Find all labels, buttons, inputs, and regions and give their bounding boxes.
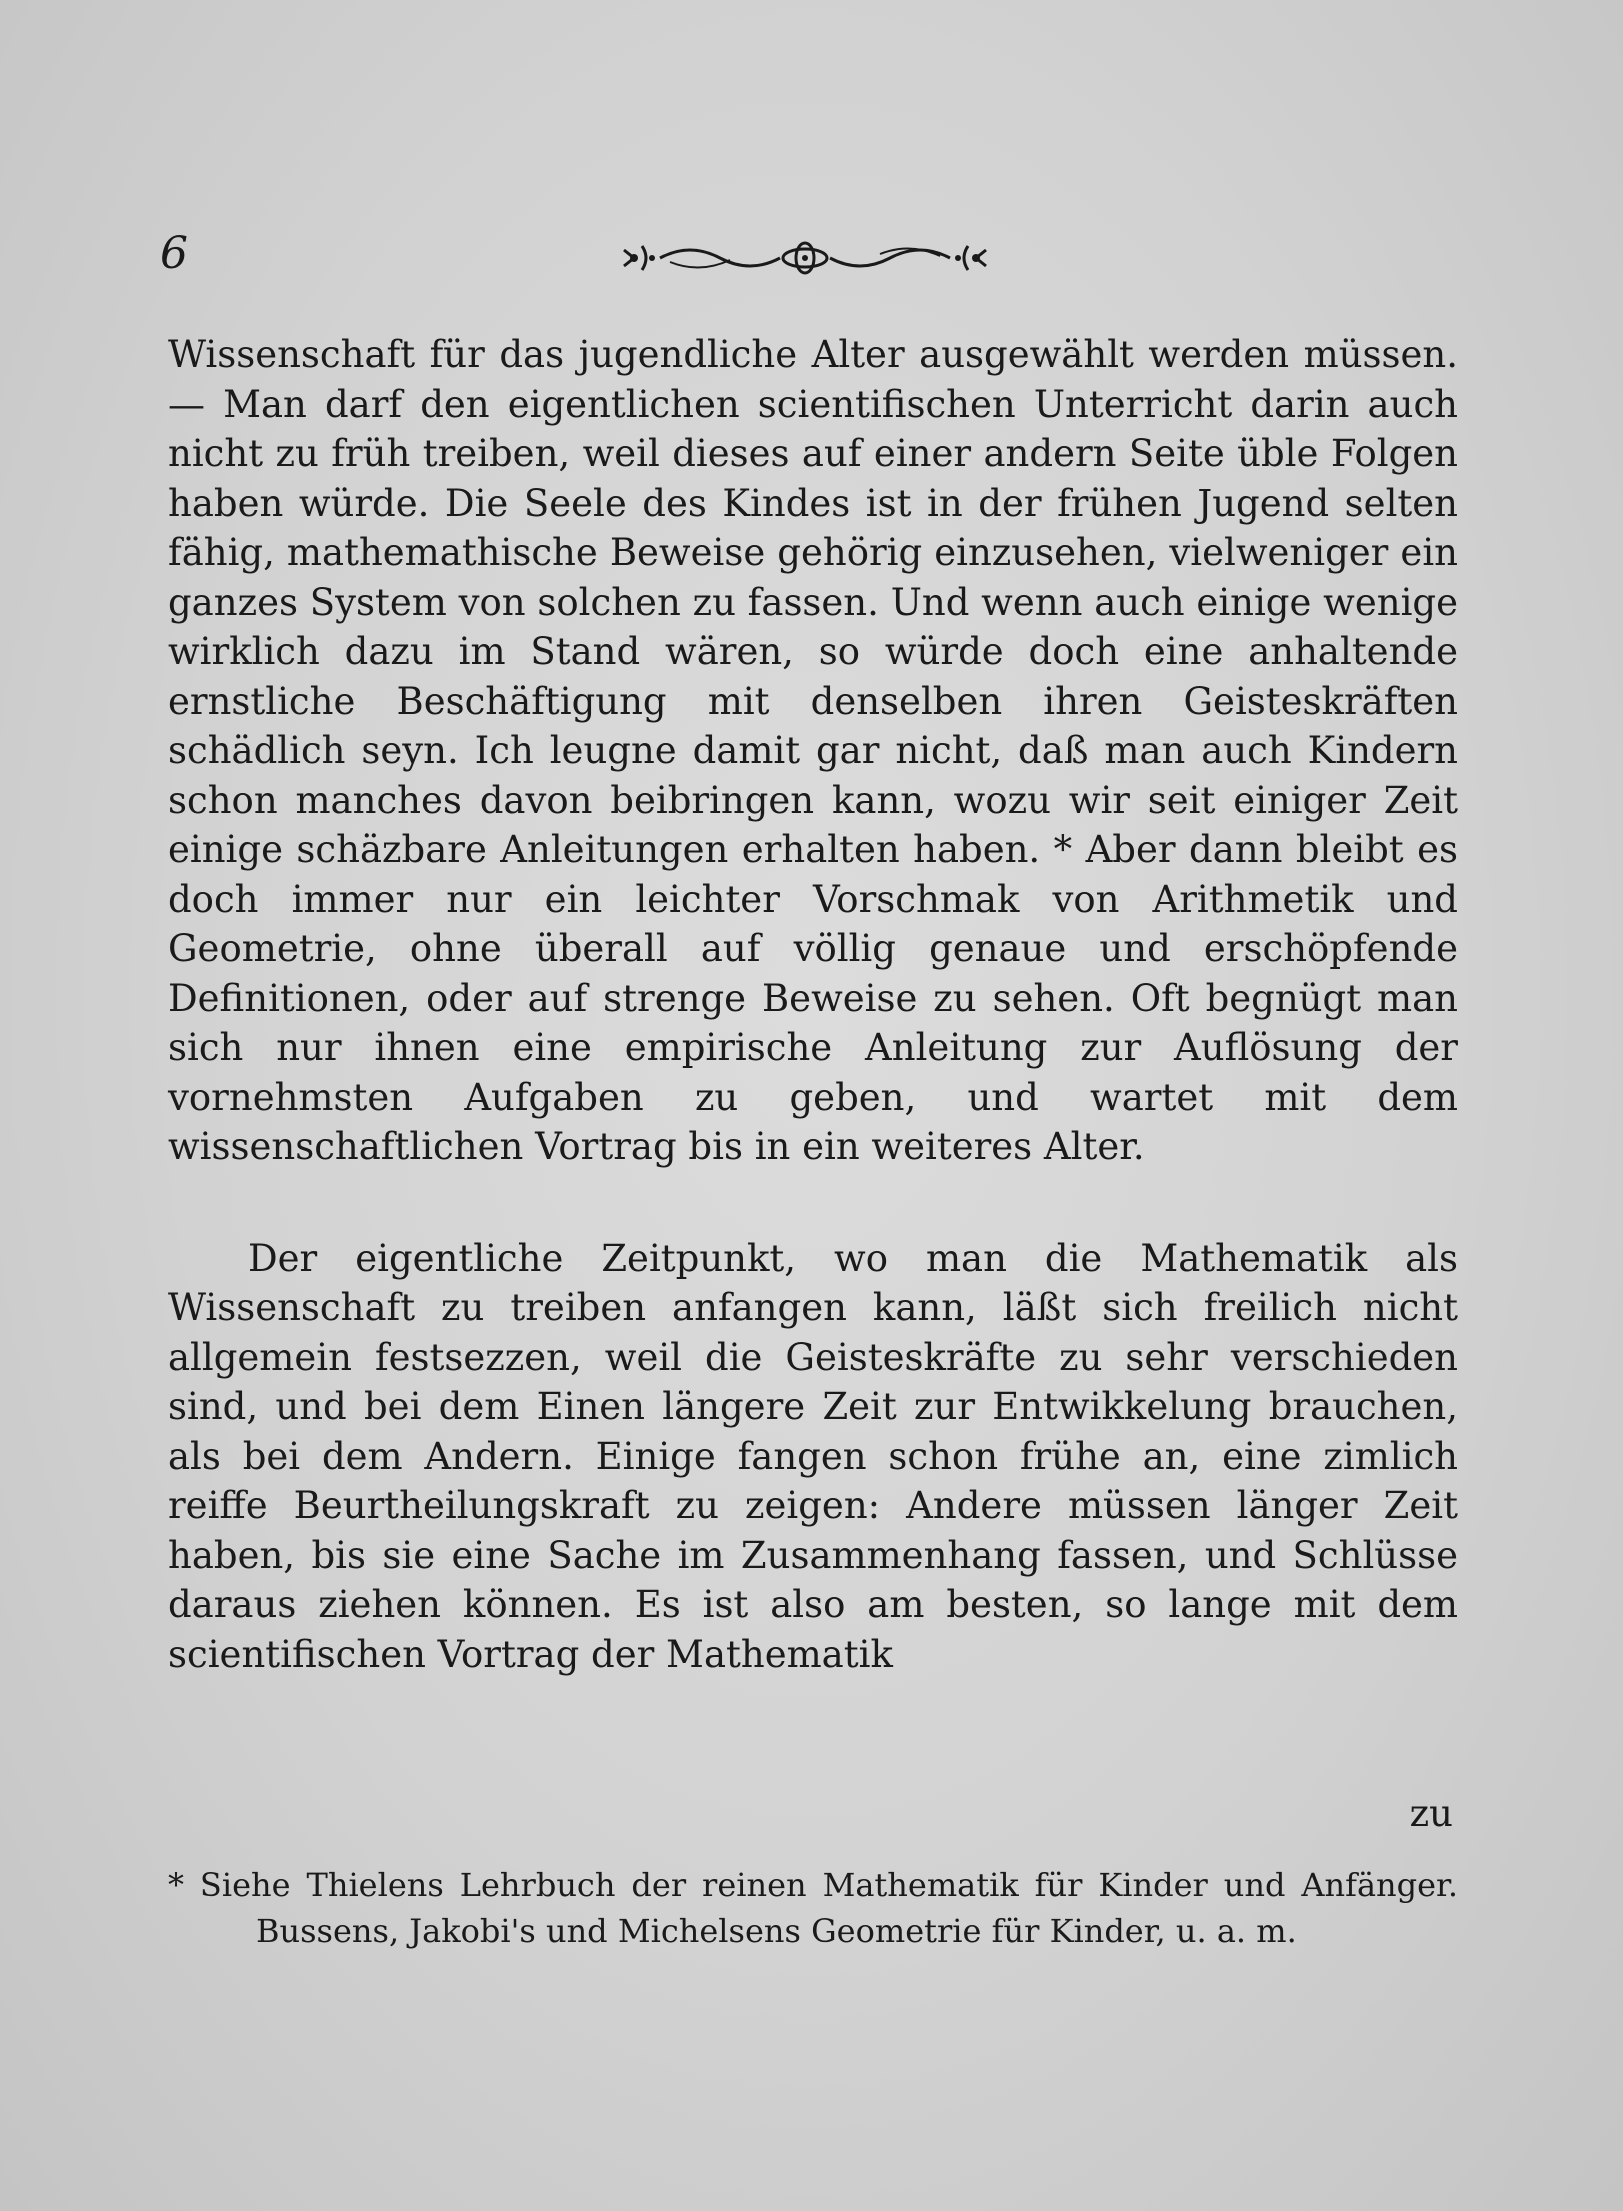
- main-text: [168, 330, 1458, 1679]
- decorative-ornament-icon: [620, 228, 990, 288]
- footnote: [168, 1862, 1458, 1954]
- catchword: zu: [1409, 1792, 1453, 1835]
- paragraph: Wissenschaft für das jugendliche Alter ausgewählt werden müssen. — Man darf den eigentlichen scientifischen Unterricht darin auch nicht zu früh treiben, weil dieses auf einer andern Seite üble Folgen haben würde. Die Seele des Kindes ist in der frühen Jugend selten fähig, mathemathische Beweise gehörig einzusehen, vielweniger ein ganzes System von solchen zu fassen. Und wenn auch einige wenige wirklich dazu im Stand wären, so würde doch eine anhaltende ernstliche Beschäftigung mit denselben ihren Geisteskräften schädlich seyn. Ich leugne damit gar nicht, daß man auch Kindern schon manches davon beibringen kann, wozu wir seit einiger Zeit einige schäzbare Anleitungen erhalten haben. * Aber dann bleibt es doch immer nur ein leichter Vorschmak von Arithmetik und Geometrie, ohne überall auf völlig genaue und erschöpfende Definitionen, oder auf strenge Beweise zu sehen. Oft begnügt man sich nur ihnen eine empirische Anleitung zur Auflösung der vornehmsten Aufgaben zu geben, und wartet mit dem wissenschaftlichen Vortrag bis in ein weiteres Alter.: [168, 333, 1458, 1168]
- page-number: 6: [160, 228, 188, 279]
- footnote-text: * Siehe Thielens Lehrbuch der reinen Mathematik für Kinder und Anfänger. Bussens, Jakobi's und Michelsens Geometrie für Kinder, u. a. m.: [168, 1866, 1458, 1950]
- paragraph: Der eigentliche Zeitpunkt, wo man die Mathematik als Wissenschaft zu treiben anfangen kann, läßt sich freilich nicht allgemein festsezzen, weil die Geisteskräfte zu sehr verschieden sind, und bei dem Einen längere Zeit zur Entwikkelung brauchen, als bei dem Andern. Einige fangen schon frühe an, eine zimlich reiffe Beurtheilungskraft zu zeigen: Andere müssen länger Zeit haben, bis sie eine Sache im Zusammenhang fassen, und Schlüsse daraus ziehen können. Es ist also am besten, so lange mit dem scientifischen Vortrag der Mathematik: [168, 1236, 1458, 1676]
